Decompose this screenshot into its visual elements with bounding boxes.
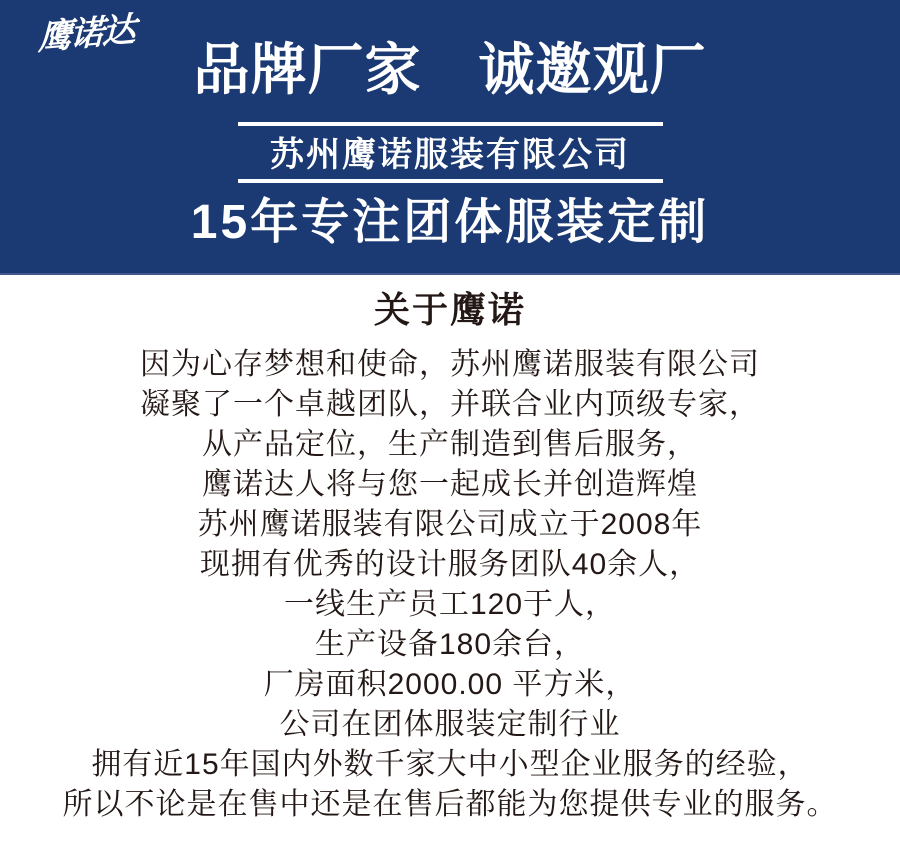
about-line: 从产品定位，生产制造到售后服务， [202, 428, 698, 461]
about-section [0, 291, 900, 825]
divider-top [238, 122, 663, 126]
about-line: 鹰诺达人将与您一起成长并创造辉煌 [202, 468, 698, 501]
about-line: 凝聚了一个卓越团队，并联合业内顶级专家， [140, 388, 760, 421]
divider-bottom [238, 179, 663, 183]
brand-logo: 鹰诺达 [37, 9, 135, 59]
hero-title: 品牌厂家 诚邀观厂 [193, 38, 707, 101]
about-line: 一线生产员工120于人， [283, 588, 617, 621]
about-line: 厂房面积2000.00 平方米， [263, 668, 637, 701]
about-line: 拥有近15年国内外数千家大中小型企业服务的经验， [91, 748, 809, 781]
about-line: 生产设备180余台， [314, 628, 586, 661]
about-line: 苏州鹰诺服装有限公司成立于2008年 [197, 508, 703, 541]
about-line: 现拥有优秀的设计服务团队40余人， [199, 548, 701, 581]
hero-banner [0, 0, 900, 275]
company-name: 苏州鹰诺服装有限公司 [270, 136, 630, 174]
about-line: 因为心存梦想和使命，苏州鹰诺服装有限公司 [140, 348, 760, 381]
about-line: 所以不论是在售中还是在售后都能为您提供专业的服务。 [62, 788, 838, 821]
about-heading: 关于鹰诺 [373, 289, 526, 330]
hero-slogan: 15年专注团体服装定制 [190, 196, 710, 249]
about-paragraph [0, 345, 900, 825]
about-line: 公司在团体服装定制行业 [279, 708, 621, 741]
